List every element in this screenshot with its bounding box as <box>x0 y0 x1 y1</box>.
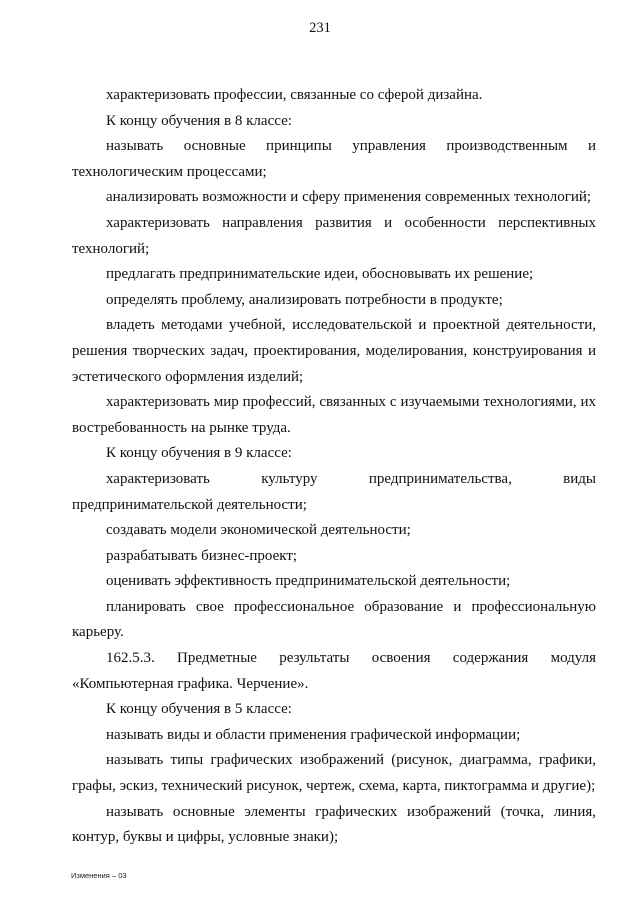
paragraph: разрабатывать бизнес-проект; <box>106 547 298 564</box>
paragraph: называть основные элементы графических изображений (точка, линия, контур, буквы и цифры, условные знаки); <box>72 803 596 846</box>
section-heading: 162.5.3. Предметные результаты освоения содержания модуля «Компьютерная графика. Черчение». <box>72 650 596 692</box>
grade-heading: К концу обучения в 8 классе: <box>106 112 292 129</box>
paragraph: называть виды и области применения графической информации; <box>106 726 521 743</box>
paragraph: предлагать предпринимательские идеи, обосновывать их решение; <box>106 266 534 283</box>
paragraph: характеризовать культуру предпринимательства, виды предпринимательской деятельности; <box>72 470 596 513</box>
page-number: 231 <box>309 20 331 36</box>
paragraph: анализировать возможности и сферу применения современных технологий; <box>106 189 592 206</box>
paragraph: характеризовать профессии, связанные со сферой дизайна. <box>106 87 483 103</box>
grade-heading: К концу обучения в 9 классе: <box>106 445 292 462</box>
paragraph: называть типы графических изображений (рисунок, диаграмма, графики, графы, эскиз, технический рисунок, чертеж, схема, карта, пиктограмма и другие); <box>72 752 596 795</box>
paragraph: характеризовать мир профессий, связанных с изучаемыми технологиями, их востребованность на рынке труда. <box>72 394 596 436</box>
body-text <box>72 83 596 851</box>
paragraph: создавать модели экономической деятельности; <box>106 522 411 539</box>
paragraph: планировать свое профессиональное образование и профессиональную карьеру. <box>72 598 596 641</box>
grade-heading: К концу обучения в 5 классе: <box>106 701 292 718</box>
footer-note: Изменения – 03 <box>71 871 127 880</box>
paragraph: владеть методами учебной, исследовательской и проектной деятельности, решения творческих задач, проектирования, моделирования, конструирования и эстетического оформления изделий; <box>72 317 596 385</box>
paragraph: оценивать эффективность предпринимательской деятельности; <box>106 573 511 590</box>
paragraph: называть основные принципы управления производственным и технологическим процессами; <box>72 138 596 180</box>
paragraph: определять проблему, анализировать потребности в продукте; <box>106 291 503 308</box>
paragraph: характеризовать направления развития и особенности перспективных технологий; <box>72 214 596 257</box>
